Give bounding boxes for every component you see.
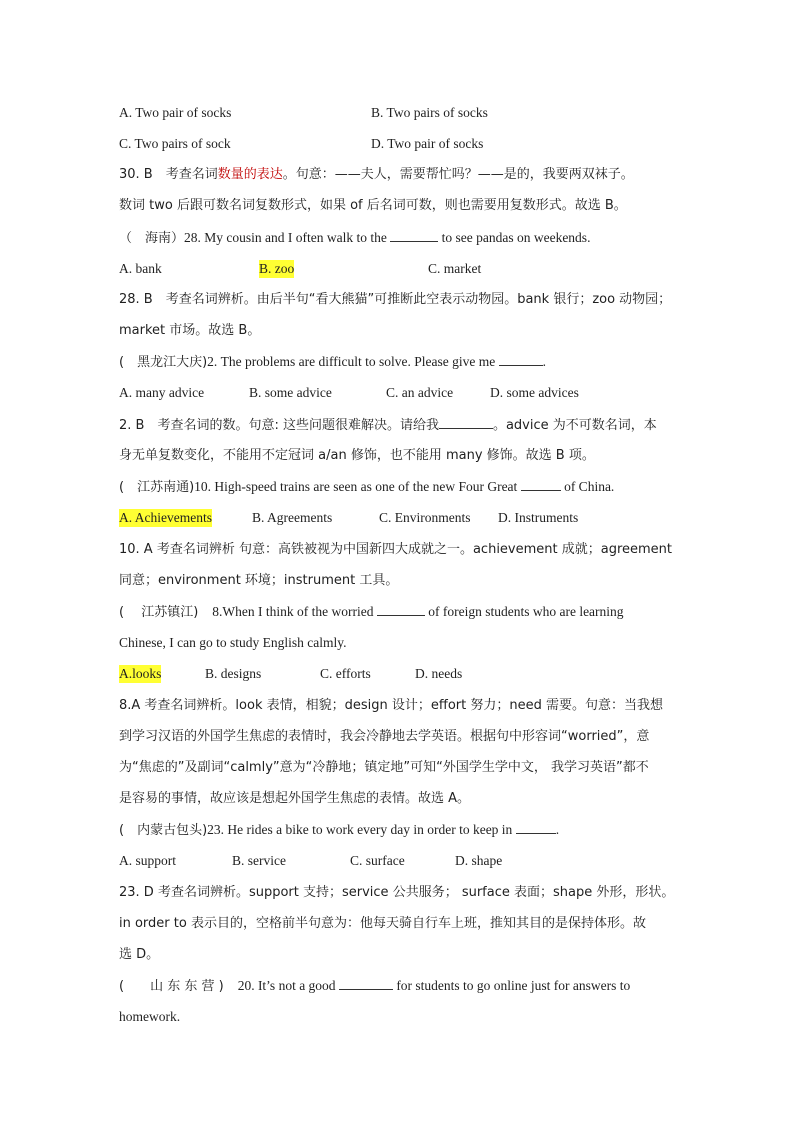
q20-stem [119,977,630,996]
a30-highlight-red: 数量的表达 [217,167,283,182]
q10-source: ( 江苏南通) [119,480,195,495]
q10-option-c: C. Environments [379,510,471,525]
q23-stem [119,821,559,840]
answer-blank [377,603,425,616]
q2-explanation-line-1 [119,416,657,435]
q23-explanation-line-1: 23. D 考查名词辨析。support 支持；service 公共服务； surface 表面；shape 外形，形状。 [119,885,675,900]
q2-option-a: A. many advice [119,385,205,400]
q28-option-b: B. zoo [259,261,295,276]
q23-source: ( 内蒙古包头) [119,823,208,838]
q8-option-d: D. needs [415,666,463,681]
q28-explanation-line-1: 28. B 考查名词辨析。由后半句“看大熊猫”可推断此空表示动物园。bank 银行；zoo 动物园； [119,292,672,307]
q2-option-b: B. some advice [249,385,332,400]
q28-option-c: C. market [428,261,482,276]
q8-stem-before: 8.When I think of the worried [212,604,377,619]
q2-explanation-line-2: 身无单复数变化，不能用不定冠词 a/an 修饰，也不能用 many 修饰。故选 B 项。 [119,448,595,463]
q23-option-d: D. shape [455,853,503,868]
q20-source: ( 山 东 东 营 ) [119,979,224,994]
q10-option-b: B. Agreements [252,510,333,525]
q10-stem-after: of China. [560,479,615,494]
q2-option-c: C. an advice [386,385,454,400]
answer-blank [339,977,393,990]
q2-source: ( 黑龙江大庆) [119,355,208,370]
a30-suffix: 。句意：——夫人，需要帮忙吗？——是的，我要两双袜子。 [282,167,634,182]
q8-stem-line-2: Chinese, I can go to study English calmly. [119,635,347,650]
answer-blank [390,229,438,242]
q29-option-a: A. Two pair of socks [119,105,232,120]
q23-stem-after: . [555,822,560,837]
q23-explanation-line-2: in order to 表示目的，空格前半句意为：他每天骑自行车上班，推知其目的是保持体形。故 [119,916,646,931]
q28-explanation-line-2: market 市场。故选 B。 [119,323,261,338]
q20-stem-before: 20. It’s not a good [237,978,339,993]
q2-stem-before: 2. The problems are difficult to solve. Please give me [207,354,499,369]
q29-option-b: B. Two pairs of socks [371,105,488,120]
q8-explanation-line-1: 8.A 考查名词辨析。look 表情，相貌；design 设计；effort 努力；need 需要。句意：当我想 [119,698,663,713]
answer-blank [439,416,493,429]
q8-source: ( 江苏镇江) [119,605,199,620]
q8-explanation-line-4: 是容易的事情，故应该是想起外国学生焦虑的表情。故选 A。 [119,791,471,806]
a30-prefix: 30. B 考查名词 [119,167,218,182]
q10-option-a: A. Achievements [119,510,212,525]
a30-explanation-line-2: 数词 two 后跟可数名词复数形式，如果 of 后名词可数，则也需要用复数形式。故选 B。 [119,198,627,213]
q23-option-a: A. support [119,853,176,868]
q10-stem [119,478,614,497]
q2-expl-after: 。advice 为不可数名词，本 [492,418,657,433]
q28-source: （ 海南） [119,231,185,246]
q8-explanation-line-3: 为“焦虑的”及副词“calmly”意为“冷静地；镇定地”可知“外国学生学中文， 我学习英语”都不 [119,760,649,775]
q29-option-c: C. Two pairs of sock [119,136,231,151]
q23-stem-before: 23. He rides a bike to work every day in order to keep in [207,822,516,837]
q28-stem-before: 28. My cousin and I often walk to the [184,230,391,245]
q10-option-d: D. Instruments [498,510,579,525]
q23-option-c: C. surface [350,853,405,868]
q23-option-b: B. service [232,853,286,868]
q10-explanation-line-2: 同意；environment 环境；instrument 工具。 [119,573,399,588]
q10-stem-before: 10. High-speed trains are seen as one of the new Four Great [194,479,521,494]
q23-explanation-line-3: 选 D。 [119,947,160,962]
q8-option-b: B. designs [205,666,262,681]
q8-option-c: C. efforts [320,666,371,681]
q28-stem [119,229,590,248]
q8-explanation-line-2: 到学习汉语的外国学生焦虑的表情时，我会冷静地去学英语。根据句中形容词“worried”，意 [119,729,650,744]
q29-option-d: D. Two pair of socks [371,136,484,151]
q8-stem-after: of foreign students who are learning [424,604,624,619]
answer-blank [499,353,543,366]
q20-stem-line-2: homework. [119,1009,181,1024]
q10-explanation-line-1: 10. A 考查名词辨析 句意：高铁被视为中国新四大成就之一。achievement 成就；agreement [119,542,673,557]
q2-stem-after: . [542,354,546,369]
a30-explanation-line-1 [119,166,634,184]
q8-option-a: A.looks [119,666,162,681]
q2-option-d: D. some advices [490,385,579,400]
q20-stem-after: for students to go online just for answers to [392,978,631,993]
answer-blank [516,821,556,834]
q2-expl-before: 2. B 考查名词的数。句意: 这些问题很难解决。请给我 [119,418,439,433]
answer-blank [521,478,561,491]
q28-option-a: A. bank [119,261,162,276]
q28-stem-after: to see pandas on weekends. [438,230,591,245]
q8-stem [119,603,624,622]
q2-stem [119,353,546,372]
